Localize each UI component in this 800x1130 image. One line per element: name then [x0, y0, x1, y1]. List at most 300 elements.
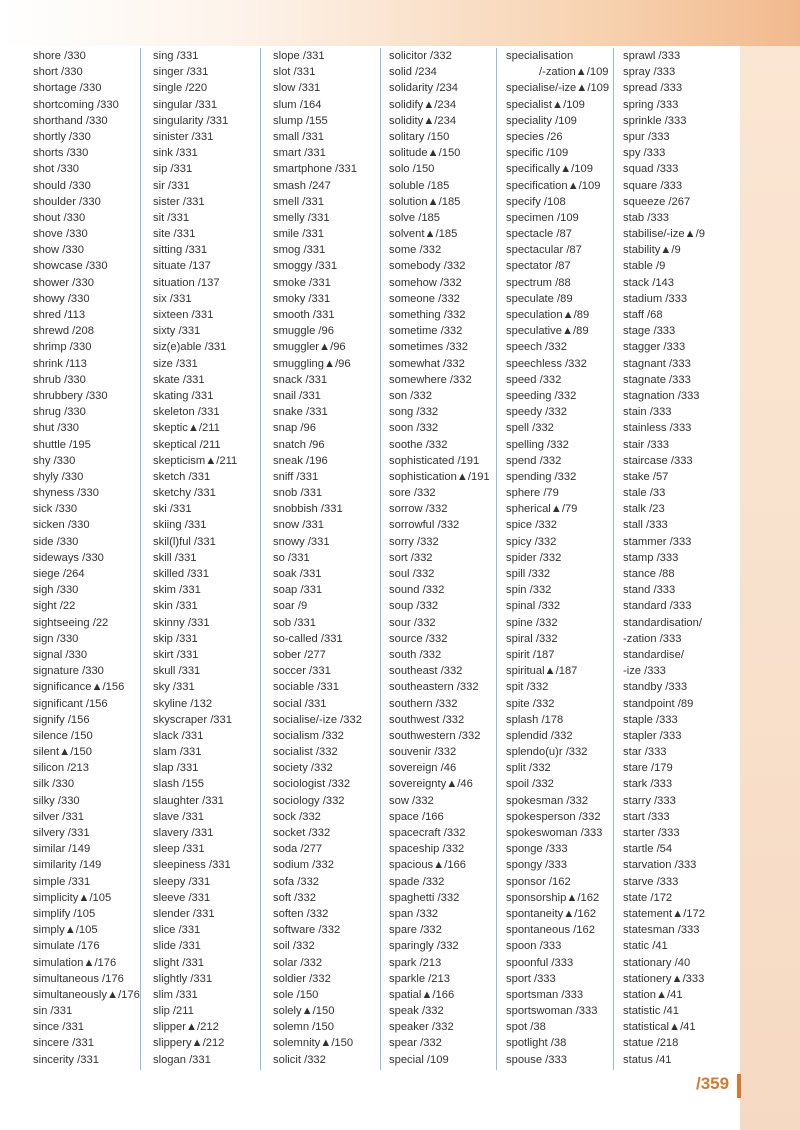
index-entry: signal /330	[33, 648, 88, 661]
index-entry: solo /150	[389, 163, 435, 176]
index-entry: solve /185	[389, 211, 440, 224]
side-tab-band	[740, 46, 800, 1130]
index-entry: smuggle /96	[273, 325, 334, 338]
index-entry: slash /155	[153, 778, 204, 791]
index-entry: slim /331	[153, 988, 198, 1001]
index-entry: socket /332	[273, 827, 331, 839]
index-entry: sorry /332	[389, 535, 439, 548]
index-entry: sigh /330	[33, 584, 79, 597]
index-entry: sorrow /332	[389, 503, 448, 516]
index-entry: speak /332	[389, 1005, 444, 1018]
index-entry: showy /330	[33, 292, 90, 305]
index-entry: site /331	[153, 228, 196, 241]
index-entry: sign /330	[33, 632, 79, 645]
index-entry: spoon /333	[506, 940, 562, 953]
index-entry: stationary /40	[623, 956, 691, 969]
index-entry: shorthand /330	[33, 114, 108, 127]
index-entry: sound /332	[389, 584, 445, 597]
index-entry: staple /333	[623, 713, 678, 726]
index-entry: silicon /213	[33, 762, 89, 775]
index-entry: sneak /196	[273, 454, 328, 467]
index-entry: spectrum /88	[506, 276, 571, 289]
index-entry: single /220	[153, 82, 208, 95]
index-entry: sideways /330	[33, 551, 104, 564]
index-entry: sight /22	[33, 600, 76, 613]
index-entry: show /330	[33, 244, 84, 257]
index-entry: socialist /332	[273, 746, 338, 759]
index-entry: specialise/-ize▲/109	[506, 82, 610, 95]
index-entry: shut /330	[33, 422, 80, 435]
index-entry: spokesman /332	[506, 794, 589, 807]
index-entry: shoulder /330	[33, 195, 101, 208]
index-entry: statistic /41	[623, 1005, 679, 1018]
index-entry: sitting /331	[153, 244, 208, 257]
index-entry: starve /333	[623, 875, 679, 888]
index-entry: specific /109	[506, 147, 569, 160]
index-entry: snowy /331	[273, 535, 330, 548]
index-entry: sort /332	[389, 551, 433, 564]
index-entry: situate /137	[153, 260, 211, 273]
index-entry: spot /38	[506, 1021, 546, 1034]
index-entry: spice /332	[506, 519, 557, 532]
index-entry: sincerity /331	[33, 1053, 99, 1066]
index-entry: simply▲/105	[33, 924, 98, 937]
index-entry: slump /155	[273, 114, 328, 127]
index-entry: soft /332	[273, 891, 316, 904]
index-entry: spy /333	[623, 147, 666, 160]
index-entry: spray /333	[623, 66, 676, 79]
index-entry: spending /332	[506, 470, 577, 483]
index-entry: specialist▲/109	[506, 98, 585, 111]
index-entry: simplify /105	[33, 907, 96, 920]
index-entry: staff /68	[623, 309, 663, 321]
index-entry: spherical▲/79	[506, 503, 578, 516]
index-entry: sore /332	[389, 487, 436, 500]
index-entry: shy /330	[33, 454, 76, 467]
index-entry: standby /333	[623, 681, 688, 694]
index-entry: station▲/41	[623, 988, 683, 1001]
index-entry: sinister /331	[153, 130, 214, 143]
index-entry: state /172	[623, 891, 673, 904]
index-entry: snack /331	[273, 373, 328, 386]
index-entry: since /331	[33, 1021, 84, 1034]
index-entry: shrink /113	[33, 357, 87, 370]
index-entry: soften /332	[273, 907, 329, 920]
index-column-4	[382, 48, 497, 1070]
index-column-3	[266, 48, 381, 1070]
index-entry: silent▲/150	[33, 746, 92, 759]
index-entry: snail /331	[273, 389, 321, 402]
index-entry: spiral /332	[506, 632, 558, 645]
index-entry: silence /150	[33, 729, 93, 742]
index-column-2	[146, 48, 261, 1070]
index-entry: smile /331	[273, 228, 324, 241]
index-entry: something /332	[389, 309, 466, 321]
index-entry: slipper▲/212	[153, 1021, 219, 1034]
index-entry: sink /331	[153, 147, 198, 160]
index-entry: slide /331	[153, 940, 201, 953]
index-entry: smash /247	[273, 179, 331, 192]
index-entry: slice /331	[153, 924, 201, 937]
index-entry: sprawl /333	[623, 50, 681, 62]
page-number: /359	[696, 1074, 730, 1093]
index-entry: six /331	[153, 292, 192, 305]
index-entry: significance▲/156	[33, 681, 125, 694]
index-entry: special /109	[389, 1053, 449, 1066]
index-entry: solar /332	[273, 956, 323, 969]
index-entry: spite /332	[506, 697, 555, 710]
index-entry: speculative▲/89	[506, 325, 589, 338]
index-entry: stainless /333	[623, 422, 692, 435]
index-column-6	[616, 48, 730, 1070]
index-entry: splendo(u)r /332	[506, 746, 588, 759]
index-entry: squeeze /267	[623, 195, 691, 208]
index-entry: spectator /87	[506, 260, 571, 273]
index-entry: stair /333	[623, 438, 670, 451]
index-entry: smoke /331	[273, 276, 331, 289]
index-entry: sir /331	[153, 179, 190, 192]
index-entry: specify /108	[506, 195, 566, 208]
index-entry: spiritual▲/187	[506, 665, 578, 678]
index-entry: skepticism▲/211	[153, 454, 238, 467]
index-entry: southeast /332	[389, 665, 463, 678]
index-entry: skip /331	[153, 632, 198, 645]
index-entry: soap /331	[273, 584, 323, 597]
index-entry: skeptical /211	[153, 438, 221, 451]
index-entry: splendid /332	[506, 729, 573, 742]
index-entry: soon /332	[389, 422, 439, 435]
index-entry: square /333	[623, 179, 683, 192]
index-entry: software /332	[273, 924, 341, 937]
index-entry: spider /332	[506, 551, 562, 564]
index-entry: spaghetti /332	[389, 891, 460, 904]
index-entry: sober /277	[273, 648, 326, 661]
index-entry: starry /333	[623, 794, 676, 807]
index-entry: sleeve /331	[153, 891, 211, 904]
index-entry: southwestern /332	[389, 729, 481, 742]
index-entry: short /330	[33, 66, 83, 79]
index-entry: sketchy /331	[153, 487, 216, 500]
index-entry: slightly /331	[153, 972, 213, 985]
index-entry: should /330	[33, 179, 91, 192]
index-entry: spacecraft /332	[389, 827, 466, 839]
index-entry: stance /88	[623, 568, 675, 580]
index-entry: spongy /333	[506, 859, 567, 872]
index-entry: smuggling▲/96	[273, 357, 351, 370]
index-entry: speeding /332	[506, 389, 577, 402]
index-entry: singularity /331	[153, 114, 229, 127]
index-entry: soda /277	[273, 843, 323, 856]
index-entry: stationery▲/333	[623, 972, 705, 985]
index-entry: stagnation /333	[623, 389, 700, 402]
index-entry: sophistication▲/191	[389, 470, 490, 483]
index-entry: sixty /331	[153, 325, 201, 338]
index-entry: -zation /333	[623, 632, 682, 645]
index-entry: somehow /332	[389, 276, 462, 289]
index-entry: stagnate /333	[623, 373, 691, 386]
index-entry: spacious▲/166	[389, 859, 467, 872]
index-entry: shortage /330	[33, 82, 102, 95]
index-entry: somewhat /332	[389, 357, 465, 370]
index-entry: solely▲/150	[273, 1005, 335, 1018]
index-entry: slave /331	[153, 810, 204, 823]
index-entry: stale /33	[623, 487, 666, 500]
index-entry: stalk /23	[623, 503, 665, 516]
index-entry: solution▲/185	[389, 195, 461, 208]
index-entry: stack /143	[623, 276, 674, 289]
page-number-marker	[737, 1074, 741, 1098]
index-entry: simulation▲/176	[33, 956, 117, 969]
index-entry: snap /96	[273, 422, 316, 435]
index-entry: specimen /109	[506, 211, 579, 224]
index-entry: shorts /330	[33, 147, 89, 160]
index-entry: similar /149	[33, 843, 91, 856]
index-entry: singular /331	[153, 98, 218, 111]
index-entry: sofa /332	[273, 875, 320, 888]
index-entry: sphere /79	[506, 487, 559, 500]
index-entry: starter /333	[623, 827, 680, 839]
index-entry: socialise/-ize /332	[273, 713, 362, 726]
index-entry: somewhere /332	[389, 373, 472, 386]
index-entry: shrimp /330	[33, 341, 92, 354]
index-entry: slope /331	[273, 50, 325, 62]
index-entry: skeptic▲/211	[153, 422, 220, 435]
index-entry: southeastern /332	[389, 681, 479, 694]
index-entry: solid /234	[389, 66, 437, 79]
index-entry: smooth /331	[273, 309, 335, 321]
index-entry: situation /137	[153, 276, 220, 289]
index-entry: sock /332	[273, 810, 321, 823]
index-entry: skilled /331	[153, 568, 209, 580]
index-entry: stand /333	[623, 584, 676, 597]
index-entry: southern /332	[389, 697, 458, 710]
index-entry: solidity▲/234	[389, 114, 457, 127]
index-entry: spicy /332	[506, 535, 557, 548]
index-entry: side /330	[33, 535, 79, 548]
index-entry: smart /331	[273, 147, 326, 160]
index-entry: skyline /132	[153, 697, 213, 710]
index-entry: spread /333	[623, 82, 683, 95]
index-entry: squad /333	[623, 163, 679, 176]
index-entry: stark /333	[623, 778, 673, 791]
index-entry: sixteen /331	[153, 309, 214, 321]
index-entry: stabilise/-ize▲/9	[623, 228, 705, 241]
index-entry: silver /331	[33, 810, 84, 823]
index-column-1	[26, 48, 141, 1070]
index-entry: spoil /332	[506, 778, 554, 791]
index-entry: slack /331	[153, 729, 204, 742]
index-entry: sky /331	[153, 681, 195, 694]
index-entry: spotlight /38	[506, 1037, 567, 1050]
index-entry: simulate /176	[33, 940, 100, 953]
index-entry: sociable /331	[273, 681, 339, 694]
index-entry: stadium /333	[623, 292, 688, 305]
index-entry: spontaneous /162	[506, 924, 595, 937]
index-entry: sport /333	[506, 972, 556, 985]
index-entry: standpoint /89	[623, 697, 694, 710]
index-entry: soothe /332	[389, 438, 448, 451]
index-entry: stage /333	[623, 325, 676, 338]
index-entry: someone /332	[389, 292, 460, 305]
index-entry: speculation▲/89	[506, 309, 590, 321]
index-entry: speed /332	[506, 373, 562, 386]
index-entry: speaker /332	[389, 1021, 454, 1034]
index-entry: spectacle /87	[506, 228, 572, 241]
index-entry: space /166	[389, 810, 444, 823]
index-entry: spirit /187	[506, 648, 555, 661]
index-entry: spare /332	[389, 924, 442, 937]
index-entry: sightseeing /22	[33, 616, 109, 629]
index-entry: shred /113	[33, 309, 86, 321]
index-entry: stable /9	[623, 260, 666, 273]
index-entry: sleepy /331	[153, 875, 211, 888]
index-entry: skeleton /331	[153, 406, 220, 419]
index-entry: showcase /330	[33, 260, 108, 273]
index-entry: spill /332	[506, 568, 551, 580]
index-entry: static /41	[623, 940, 668, 953]
index-entry: status /41	[623, 1053, 672, 1066]
index-entry: sovereignty▲/46	[389, 778, 473, 791]
index-entry: sodium /332	[273, 859, 334, 872]
index-entry: slum /164	[273, 98, 322, 111]
index-entry: startle /54	[623, 843, 673, 856]
index-entry: sincere /331	[33, 1037, 94, 1050]
index-entry: snatch /96	[273, 438, 325, 451]
index-entry: sick /330	[33, 503, 78, 516]
index-entry: statement▲/172	[623, 907, 705, 920]
index-entry: snow /331	[273, 519, 324, 532]
index-entry: sociology /332	[273, 794, 345, 807]
index-entry: slavery /331	[153, 827, 214, 839]
index-entry: stall /333	[623, 519, 668, 532]
index-entry: stake /57	[623, 470, 669, 483]
index-entry: sometime /332	[389, 325, 463, 338]
index-entry: snob /331	[273, 487, 323, 500]
index-entry: sleep /331	[153, 843, 205, 856]
index-entry: sponsor /162	[506, 875, 571, 888]
index-entry: so-called /331	[273, 632, 343, 645]
index-entry: simultaneous /176	[33, 972, 124, 985]
index-entry: slow /331	[273, 82, 321, 95]
index-entry: signature /330	[33, 665, 104, 678]
index-entry: speechless /332	[506, 357, 587, 370]
index-entry: spear /332	[389, 1037, 442, 1050]
index-entry: spoonful /333	[506, 956, 574, 969]
index-entry: solemn /150	[273, 1021, 334, 1034]
index-entry: statue /218	[623, 1037, 679, 1050]
index-entry: -ize /333	[623, 665, 666, 678]
index-entry: stammer /333	[623, 535, 692, 548]
index-entry: speculate /89	[506, 292, 573, 305]
index-column-5	[499, 48, 614, 1070]
index-entry: shout /330	[33, 211, 86, 224]
index-entry: soak /331	[273, 568, 322, 580]
index-entry: shortly /330	[33, 130, 91, 143]
index-entry: species /26	[506, 130, 563, 143]
index-entry: sophisticated /191	[389, 454, 480, 467]
index-entry: sponsorship▲/162	[506, 891, 600, 904]
index-entry: simplicity▲/105	[33, 891, 112, 904]
index-entry: ski /331	[153, 503, 192, 516]
index-entry: solitude▲/150	[389, 147, 461, 160]
index-entry: stagger /333	[623, 341, 686, 354]
index-entry: stare /179	[623, 762, 673, 775]
index-entry: shower /330	[33, 276, 94, 289]
index-entry: skirt /331	[153, 648, 199, 661]
index-entry: shove /330	[33, 228, 88, 241]
index-entry: slot /331	[273, 66, 316, 79]
index-entry: spectacular /87	[506, 244, 582, 257]
index-entry: spring /333	[623, 98, 679, 111]
index-entry: spell /332	[506, 422, 554, 435]
index-entry: sleepiness /331	[153, 859, 231, 872]
index-entry: sportswoman /333	[506, 1005, 598, 1018]
index-entry: stain /333	[623, 406, 672, 419]
index-entry: soccer /331	[273, 665, 331, 678]
index-entry: sociologist /332	[273, 778, 351, 791]
index-entry: snake /331	[273, 406, 328, 419]
index-entry: specification▲/109	[506, 179, 601, 192]
index-entry: stability▲/9	[623, 244, 681, 257]
index-entry: solidarity /234	[389, 82, 459, 95]
index-entry: sparingly /332	[389, 940, 459, 953]
index-entry: socialism /332	[273, 729, 344, 742]
index-entry: starvation /333	[623, 859, 697, 872]
index-entry: similarity /149	[33, 859, 102, 872]
index-entry: spin /332	[506, 584, 552, 597]
index-entry: soil /332	[273, 940, 315, 953]
index-entry: souvenir /332	[389, 746, 457, 759]
index-entry: slaughter /331	[153, 794, 224, 807]
index-entry: solvent▲/185	[389, 228, 458, 241]
index-entry: slight /331	[153, 956, 204, 969]
index-entry: speedy /332	[506, 406, 567, 419]
index-entry: simple /331	[33, 875, 91, 888]
index-entry: some /332	[389, 244, 442, 257]
index-entry: skill /331	[153, 551, 197, 564]
index-entry: standardise/	[623, 648, 684, 661]
index-entry: sorrowful /332	[389, 519, 460, 532]
index-entry: shrubbery /330	[33, 389, 108, 402]
index-entry: solitary /150	[389, 130, 450, 143]
index-entry: spend /332	[506, 454, 562, 467]
index-entry: spit /332	[506, 681, 549, 694]
index-entry: society /332	[273, 762, 333, 775]
index-entry: smuggler▲/96	[273, 341, 346, 354]
index-entry: shuttle /195	[33, 438, 91, 451]
index-entry: spur /333	[623, 130, 670, 143]
index-entry: sicken /330	[33, 519, 90, 532]
index-entry: statesman /333	[623, 924, 700, 937]
index-entry: soldier /332	[273, 972, 331, 985]
index-entry: skiing /331	[153, 519, 207, 532]
index-entry: smelly /331	[273, 211, 330, 224]
index-entry: spokesperson /332	[506, 810, 601, 823]
index-entry: source /332	[389, 632, 448, 645]
index-entry: spark /213	[389, 956, 442, 969]
index-entry: stab /333	[623, 211, 670, 224]
index-entry: soluble /185	[389, 179, 450, 192]
index-entry: solicitor /332	[389, 50, 452, 62]
index-entry: spontaneity▲/162	[506, 907, 597, 920]
word-index	[26, 48, 746, 1078]
index-entry: soul /332	[389, 568, 435, 580]
index-entry: south /332	[389, 648, 442, 661]
index-entry: smoggy /331	[273, 260, 338, 273]
index-entry: spatial▲/166	[389, 988, 455, 1001]
index-entry: sparkle /213	[389, 972, 450, 985]
index-entry: singer /331	[153, 66, 209, 79]
